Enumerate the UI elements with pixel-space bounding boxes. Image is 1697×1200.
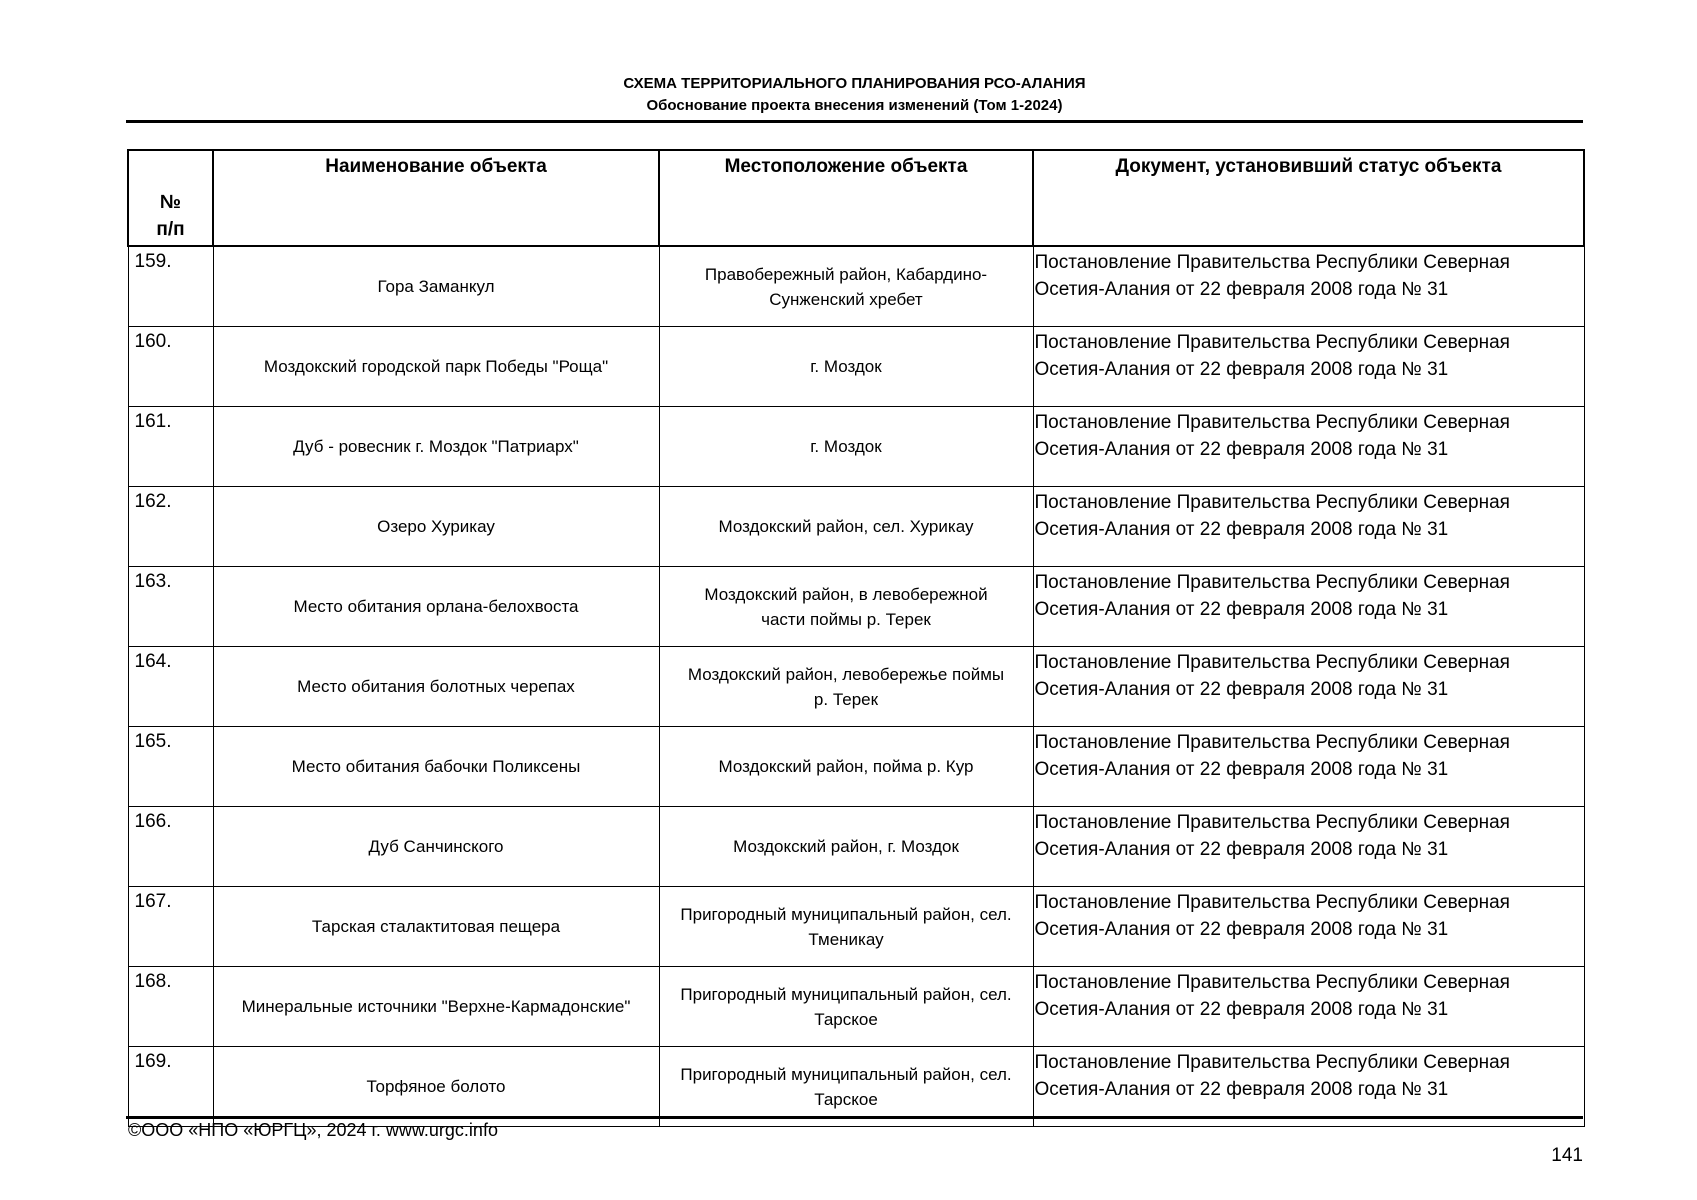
row-number: 168. bbox=[128, 967, 213, 1047]
row-number: 163. bbox=[128, 567, 213, 647]
object-name: Моздокский городской парк Победы "Роща" bbox=[213, 327, 659, 407]
status-document: Постановление Правительства Республики Северная Осетия-Алания от 22 февраля 2008 года № 31 bbox=[1033, 407, 1584, 487]
object-location: Моздокский район, пойма р. Кур bbox=[659, 727, 1033, 807]
header-subtitle: Обоснование проекта внесения изменений (Том 1-2024) bbox=[646, 97, 1063, 114]
table-row bbox=[128, 1047, 1584, 1127]
object-name: Озеро Хурикау bbox=[213, 487, 659, 567]
object-location: Пригородный муниципальный район, сел. Тарское bbox=[659, 967, 1033, 1047]
row-number: 166. bbox=[128, 807, 213, 887]
header-title: СХЕМА ТЕРРИТОРИАЛЬНОГО ПЛАНИРОВАНИЯ РСО-АЛАНИЯ bbox=[623, 75, 1086, 92]
object-name: Место обитания болотных черепах bbox=[213, 647, 659, 727]
object-name: Место обитания бабочки Поликсены bbox=[213, 727, 659, 807]
row-number: 165. bbox=[128, 727, 213, 807]
status-document: Постановление Правительства Республики Северная Осетия-Алания от 22 февраля 2008 года № 31 bbox=[1033, 327, 1584, 407]
status-document: Постановление Правительства Республики Северная Осетия-Алания от 22 февраля 2008 года № 31 bbox=[1033, 246, 1584, 327]
object-location: Пригородный муниципальный район, сел. Тменикау bbox=[659, 887, 1033, 967]
table-row bbox=[128, 567, 1584, 647]
column-header-document: Документ, установивший статус объекта bbox=[1033, 150, 1584, 246]
object-location: Правобережный район, Кабардино- Сунженский хребет bbox=[659, 246, 1033, 327]
table-row bbox=[128, 246, 1584, 327]
object-location: Моздокский район, г. Моздок bbox=[659, 807, 1033, 887]
table-row bbox=[128, 727, 1584, 807]
object-name: Место обитания орлана-белохвоста bbox=[213, 567, 659, 647]
status-document: Постановление Правительства Республики Северная Осетия-Алания от 22 февраля 2008 года № 31 bbox=[1033, 967, 1584, 1047]
status-document: Постановление Правительства Республики Северная Осетия-Алания от 22 февраля 2008 года № 31 bbox=[1033, 807, 1584, 887]
table-row bbox=[128, 647, 1584, 727]
objects-table bbox=[127, 149, 1585, 1127]
object-location: Моздокский район, в левобережной части поймы р. Терек bbox=[659, 567, 1033, 647]
status-document: Постановление Правительства Республики Северная Осетия-Алания от 22 февраля 2008 года № 31 bbox=[1033, 487, 1584, 567]
header-rule bbox=[126, 120, 1583, 123]
object-location: Пригородный муниципальный район, сел. Тарское bbox=[659, 1047, 1033, 1127]
object-name: Минеральные источники "Верхне-Кармадонские" bbox=[213, 967, 659, 1047]
column-header-name: Наименование объекта bbox=[213, 150, 659, 246]
object-location: г. Моздок bbox=[659, 327, 1033, 407]
table-row bbox=[128, 407, 1584, 487]
object-location: г. Моздок bbox=[659, 407, 1033, 487]
table-header-row bbox=[128, 150, 1584, 246]
object-location: Моздокский район, левобережье поймы р. Терек bbox=[659, 647, 1033, 727]
status-document: Постановление Правительства Республики Северная Осетия-Алания от 22 февраля 2008 года № 31 bbox=[1033, 567, 1584, 647]
status-document: Постановление Правительства Республики Северная Осетия-Алания от 22 февраля 2008 года № 31 bbox=[1033, 727, 1584, 807]
row-number: 159. bbox=[128, 246, 213, 327]
row-number: 160. bbox=[128, 327, 213, 407]
object-name: Тарская сталактитовая пещера bbox=[213, 887, 659, 967]
table-row bbox=[128, 487, 1584, 567]
column-header-location: Местоположение объекта bbox=[659, 150, 1033, 246]
status-document: Постановление Правительства Республики Северная Осетия-Алания от 22 февраля 2008 года № 31 bbox=[1033, 887, 1584, 967]
status-document: Постановление Правительства Республики Северная Осетия-Алания от 22 февраля 2008 года № 31 bbox=[1033, 647, 1584, 727]
object-name: Дуб - ровесник г. Моздок "Патриарх" bbox=[213, 407, 659, 487]
table-row bbox=[128, 327, 1584, 407]
row-number: 161. bbox=[128, 407, 213, 487]
column-header-number: № п/п bbox=[128, 150, 213, 246]
status-document: Постановление Правительства Республики Северная Осетия-Алания от 22 февраля 2008 года № 31 bbox=[1033, 1047, 1584, 1127]
footer-rule bbox=[126, 1116, 1583, 1119]
document-header bbox=[126, 73, 1583, 117]
table-row bbox=[128, 887, 1584, 967]
object-name: Дуб Санчинского bbox=[213, 807, 659, 887]
object-name: Гора Заманкул bbox=[213, 246, 659, 327]
row-number: 167. bbox=[128, 887, 213, 967]
row-number: 164. bbox=[128, 647, 213, 727]
object-location: Моздокский район, сел. Хурикау bbox=[659, 487, 1033, 567]
table-row bbox=[128, 967, 1584, 1047]
row-number: 169. bbox=[128, 1047, 213, 1127]
row-number: 162. bbox=[128, 487, 213, 567]
table-row bbox=[128, 807, 1584, 887]
footer-copyright: ©ООО «НПО «ЮРГЦ», 2024 г. www.urgc.info bbox=[128, 1120, 498, 1140]
page-number: 141 bbox=[1551, 1145, 1583, 1166]
object-name: Торфяное болото bbox=[213, 1047, 659, 1127]
